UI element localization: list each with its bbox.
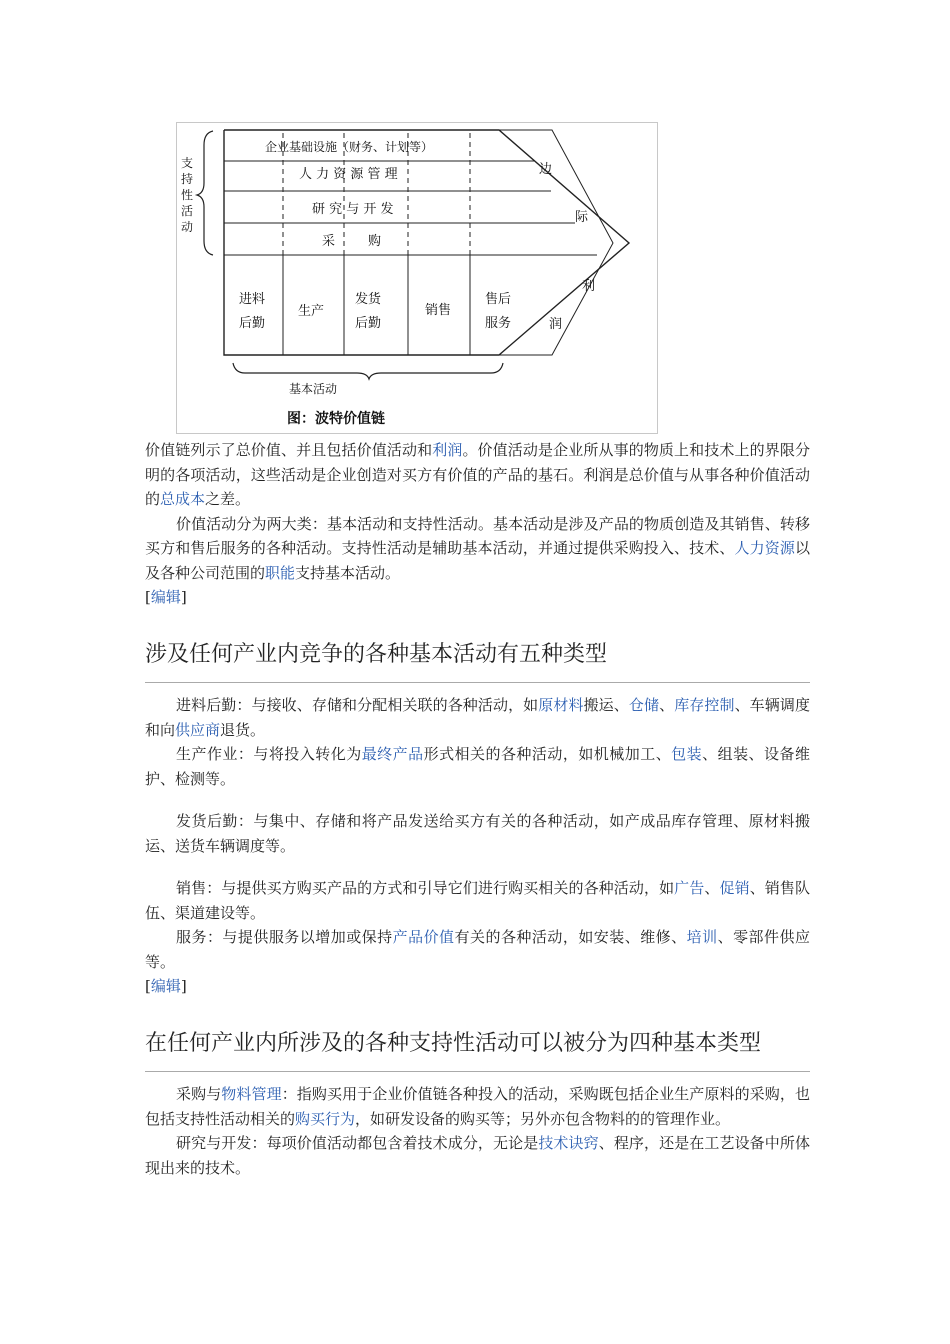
edit-button[interactable]: 编辑 <box>150 977 181 995</box>
text: 销售：与提供买方购买产品的方式和引导它们进行购买相关的各种活动，如 <box>176 879 675 897</box>
text: 形式相关的各种活动，如机械加工、 <box>423 745 672 763</box>
text: 、 <box>704 879 720 897</box>
text: 生产作业：与将投入转化为 <box>176 745 362 763</box>
figure-caption: 图：波特价值链 <box>287 411 385 427</box>
text: 退货。 <box>220 720 266 739</box>
paragraph-service <box>145 925 810 974</box>
text: 、组装、设备维护、检测等。 <box>145 745 810 788</box>
bracket: [ <box>145 588 151 606</box>
link-know-how[interactable]: 技术诀窍 <box>538 1134 599 1152</box>
text: 发货后勤：与集中、存储和将产品发送给买方有关的各种活动，如产成品库存管理、原材料搬运、送货车辆调度等。 <box>145 812 810 855</box>
support-row-1: 企业基础设施（财务、计划等） <box>265 140 434 154</box>
primary-4-l1: 销售 <box>425 303 452 318</box>
link-purchase-behavior[interactable]: 购买行为 <box>295 1109 356 1128</box>
section-heading-support: 在任何产业内所涉及的各种支持性活动可以被分为四种基本类型 <box>145 1029 810 1072</box>
text: 服务：与提供服务以增加或保持 <box>176 928 393 946</box>
spacer <box>145 858 810 876</box>
link-raw-materials[interactable]: 原材料 <box>538 696 584 714</box>
edit-link-1 <box>145 585 810 609</box>
link-human-resources[interactable]: 人力资源 <box>734 539 795 557</box>
paragraph-sales <box>145 876 810 925</box>
text: 进料后勤：与接收、存储和分配相关联的各种活动，如 <box>176 696 539 714</box>
support-label-5: 动 <box>181 220 194 234</box>
support-row-3: 研 究 与 开 发 <box>312 202 394 217</box>
text: 。价值活动是企业所从事的物质上和技术上的界限分明的各项活动，这些活动是企业创造对买方有价值的产品的基石。利润是总价值与从事各种价值活动的 <box>145 441 810 508</box>
article-body <box>145 438 810 1180</box>
support-label-char <box>181 155 197 234</box>
bracket: ] <box>180 977 187 995</box>
text: 价值活动分为两大类：基本活动和支持性活动。基本活动是涉及产品的物质创造及其销售、转移买方和售后服务的各种活动。支持性活动是辅助基本活动，并通过提供采购投入、技术、 <box>145 514 810 557</box>
spacer <box>145 791 810 809</box>
support-brace <box>197 131 213 255</box>
chain-outline <box>224 130 629 355</box>
link-inventory-control[interactable]: 库存控制 <box>674 696 735 714</box>
link-profit[interactable]: 利润 <box>432 441 463 459</box>
text: 、车辆调度和向 <box>145 696 810 739</box>
link-product-value[interactable]: 产品价值 <box>392 928 455 946</box>
paragraph-two-types <box>145 512 810 586</box>
support-label-2: 持 <box>181 172 194 186</box>
text: 、程序，还是在工艺设备中所体现出来的技术。 <box>145 1134 810 1177</box>
text: ，如研发设备的购买等；另外亦包含物料的的管理作业。 <box>355 1109 731 1128</box>
paragraph-outbound <box>145 809 810 858</box>
text: 搬运、 <box>583 696 629 714</box>
link-functions[interactable]: 职能 <box>265 563 296 582</box>
section-heading-primary: 涉及任何产业内竞争的各种基本活动有五种类型 <box>145 640 810 683</box>
primary-5-l2: 服务 <box>485 316 512 331</box>
link-training[interactable]: 培训 <box>686 928 718 946</box>
edit-button[interactable]: 编辑 <box>150 588 181 606</box>
support-row-4: 采 购 <box>322 234 382 249</box>
link-supplier[interactable]: 供应商 <box>175 720 221 739</box>
primary-brace <box>233 363 503 379</box>
text: 、 <box>659 696 675 714</box>
paragraph-inbound <box>145 693 810 742</box>
bracket: ] <box>180 588 187 606</box>
margin-char-3: 利 <box>582 279 596 294</box>
margin-char-4: 润 <box>549 317 563 332</box>
primary-3-l1: 发货 <box>355 292 382 307</box>
link-final-product[interactable]: 最终产品 <box>361 745 424 763</box>
margin-char-1: 边 <box>539 162 553 177</box>
text: 、零部件供应等。 <box>145 928 810 971</box>
link-material-management[interactable]: 物料管理 <box>221 1085 282 1103</box>
text: 采购与 <box>176 1085 222 1103</box>
text: 研究与开发：每项价值活动都包含着技术成分，无论是 <box>176 1134 539 1152</box>
paragraph-operations <box>145 742 810 791</box>
paragraph-procurement <box>145 1082 810 1131</box>
link-advertising[interactable]: 广告 <box>674 879 705 897</box>
text: 价值链列示了总价值、并且包括价值活动和 <box>145 441 433 459</box>
text: ：指购买用于企业价值链各种投入的活动，采购既包括企业生产原料的采购，也包括支持性活动相关的 <box>145 1085 810 1128</box>
link-warehousing[interactable]: 仓储 <box>628 696 660 714</box>
edit-link-2 <box>145 974 810 998</box>
support-label-4: 活 <box>181 204 194 218</box>
value-chain-diagram <box>177 123 657 433</box>
primary-label: 基本活动 <box>289 382 338 396</box>
support-label-3: 性 <box>181 188 194 202</box>
text: 、销售队伍、渠道建设等。 <box>145 879 810 922</box>
support-row-2: 人 力 资 源 管 理 <box>299 167 398 182</box>
text: 有关的各种活动，如安装、维修、 <box>454 928 687 946</box>
paragraph-rnd <box>145 1131 810 1180</box>
primary-5-l1: 售后 <box>485 292 512 307</box>
bracket: [ <box>145 977 151 995</box>
primary-2-l1: 生产 <box>298 304 325 319</box>
link-total-cost[interactable]: 总成本 <box>160 490 206 508</box>
text: 之差。 <box>205 490 251 508</box>
primary-1-l2: 后勤 <box>239 316 266 331</box>
primary-1-l1: 进料 <box>239 292 266 307</box>
link-promotion[interactable]: 促销 <box>719 879 750 897</box>
value-chain-figure <box>176 122 658 434</box>
link-packaging[interactable]: 包装 <box>671 745 703 763</box>
text: 支持基本活动。 <box>295 563 401 582</box>
primary-3-l2: 后勤 <box>355 316 382 331</box>
margin-char-2: 际 <box>575 210 589 225</box>
paragraph-intro <box>145 438 810 512</box>
text: 以及各种公司范围的 <box>145 539 810 582</box>
support-label-1: 支 <box>181 156 194 170</box>
